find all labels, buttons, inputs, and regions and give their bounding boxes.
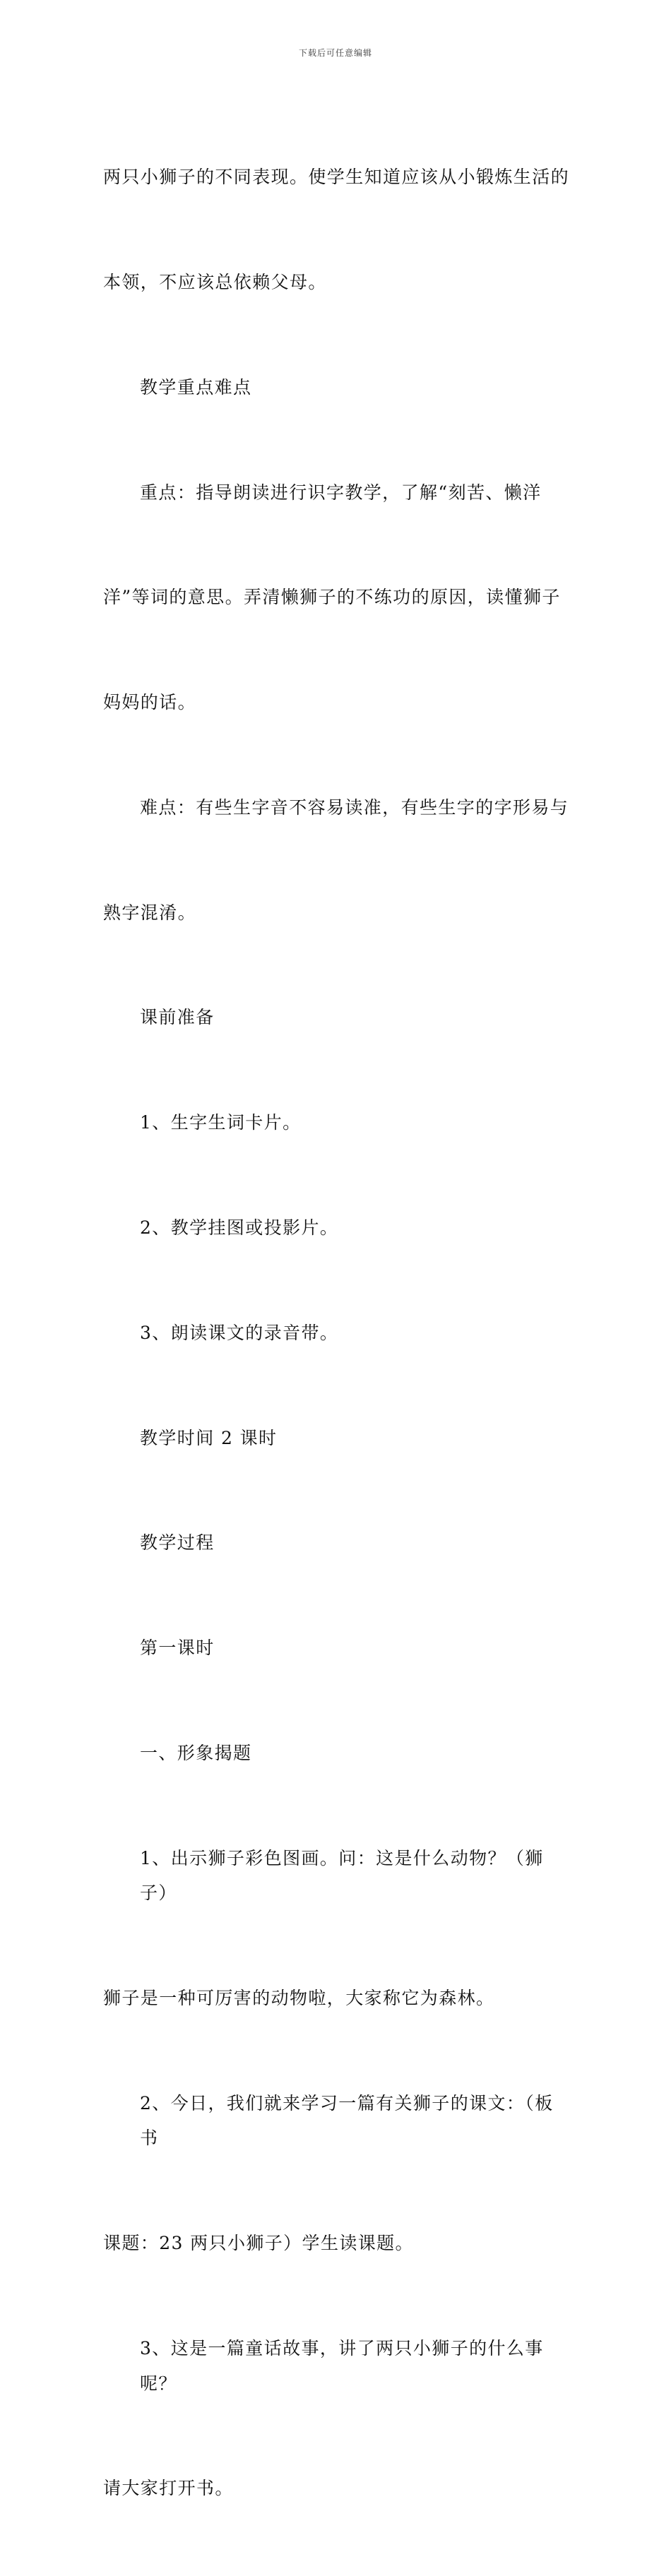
list-item: 3、这是一篇童话故事，讲了两只小狮子的什么事呢？ xyxy=(140,2338,544,2394)
text-block xyxy=(103,90,571,2576)
list-item: 3、朗读课文的录音带。 xyxy=(140,1322,339,1343)
section-heading: 教学过程 xyxy=(140,1532,215,1554)
section-heading: 教学时间 2 课时 xyxy=(140,1427,278,1448)
text-line: 本领，不应该总依赖父母。 xyxy=(103,271,327,292)
list-item: 2、今日，我们就来学习一篇有关狮子的课文：（板书 xyxy=(140,2092,554,2149)
text-line: 熟字混淆。 xyxy=(103,902,197,923)
page-header: 下载后可任意编辑 xyxy=(298,48,372,58)
section-heading: 第一课时 xyxy=(140,1638,215,1659)
text-line: 妈妈的话。 xyxy=(103,692,197,713)
text-line: 课题：23 两只小狮子）学生读课题。 xyxy=(103,2233,414,2254)
section-heading: 一、形象揭题 xyxy=(140,1742,252,1763)
section-heading: 课前准备 xyxy=(140,1007,215,1028)
text-line: 两只小狮子的不同表现。使学生知道应该从小锻炼生活的 xyxy=(103,167,570,188)
text-line: 请大家打开书。 xyxy=(103,2478,234,2499)
list-item: 1、生字生词卡片。 xyxy=(140,1112,302,1133)
text-line: 洋”等词的意思。弄清懒狮子的不练功的原因，读懂狮子 xyxy=(103,587,561,608)
text-line: 重点：指导朗读进行识字教学，了解“刻苦、懒洋 xyxy=(140,482,542,503)
list-item: 1、出示狮子彩色图画。问：这是什么动物？（狮子） xyxy=(140,1847,544,1904)
text-line: 难点：有些生字音不容易读准，有些生字的字形易与 xyxy=(140,797,569,818)
document-body xyxy=(103,90,571,2576)
text-line: 狮子是一种可厉害的动物啦，大家称它为森林。 xyxy=(103,1988,495,2009)
section-heading: 教学重点难点 xyxy=(140,376,252,398)
list-item: 2、教学挂图或投影片。 xyxy=(140,1217,339,1238)
